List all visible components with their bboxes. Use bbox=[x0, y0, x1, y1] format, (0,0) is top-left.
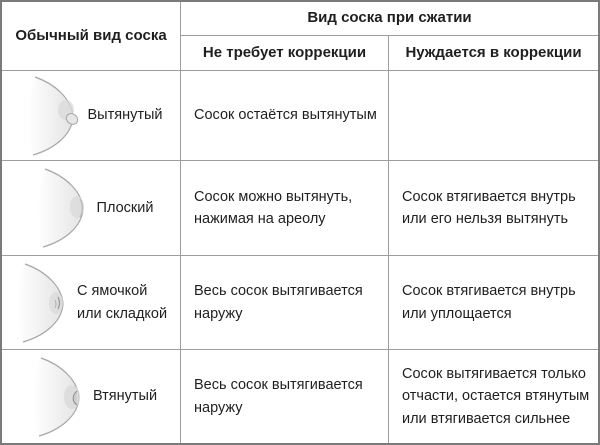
type-label: С ямочкой или складкой bbox=[77, 283, 168, 322]
header-needs-correction-label: Нуждается в коррекции bbox=[405, 43, 582, 61]
cell-text bbox=[389, 112, 598, 120]
cell-text: Весь сосок вытягивается наружу bbox=[194, 377, 363, 416]
cell-flat-needs-correction bbox=[389, 161, 598, 256]
cell-text: Сосок втягивается внутрь или его нельзя вытянуть bbox=[402, 188, 576, 227]
header-normal-view-label: Обычный вид соска bbox=[15, 26, 167, 44]
breast-elongated-icon bbox=[21, 74, 79, 158]
cell-dimpled-needs-correction bbox=[389, 256, 598, 350]
header-no-correction-cell bbox=[181, 36, 389, 71]
cell-text: Сосок вытягивается только отчасти, остается втянутым или втягивается сильнее bbox=[402, 366, 590, 427]
breast-flat-icon bbox=[31, 166, 89, 250]
cell-text: Сосок остаётся вытянутым bbox=[194, 107, 377, 124]
cell-inverted-no-correction bbox=[181, 350, 389, 443]
cell-flat-no-correction bbox=[181, 161, 389, 256]
header-compressed-view-cell bbox=[181, 2, 598, 36]
cell-inverted-needs-correction bbox=[389, 350, 598, 443]
cell-elongated-no-correction bbox=[181, 71, 389, 161]
breast-dimpled-icon bbox=[11, 261, 69, 345]
cell-text: Весь сосок вытягивается наружу bbox=[194, 283, 363, 322]
row-dimpled-type-cell bbox=[2, 256, 181, 350]
cell-elongated-needs-correction bbox=[389, 71, 598, 161]
header-no-correction-label: Не требует коррекции bbox=[202, 43, 367, 61]
breast-inverted-icon bbox=[27, 355, 85, 439]
cell-text: Сосок можно вытянуть, нажимая на ареолу bbox=[194, 188, 353, 227]
cell-dimpled-no-correction bbox=[181, 256, 389, 350]
header-compressed-view-label: Вид соска при сжатии bbox=[307, 9, 472, 27]
type-label: Вытянутый bbox=[87, 107, 163, 124]
row-inverted-type-cell bbox=[2, 350, 181, 443]
type-label: Втянутый bbox=[92, 388, 158, 405]
cell-text: Сосок втягивается внутрь или уплощается bbox=[402, 283, 576, 322]
row-flat-type-cell bbox=[2, 161, 181, 256]
header-needs-correction-cell bbox=[389, 36, 598, 71]
type-label: Плоский bbox=[96, 199, 154, 216]
header-normal-view-cell bbox=[2, 2, 181, 71]
row-elongated-type-cell bbox=[2, 71, 181, 161]
